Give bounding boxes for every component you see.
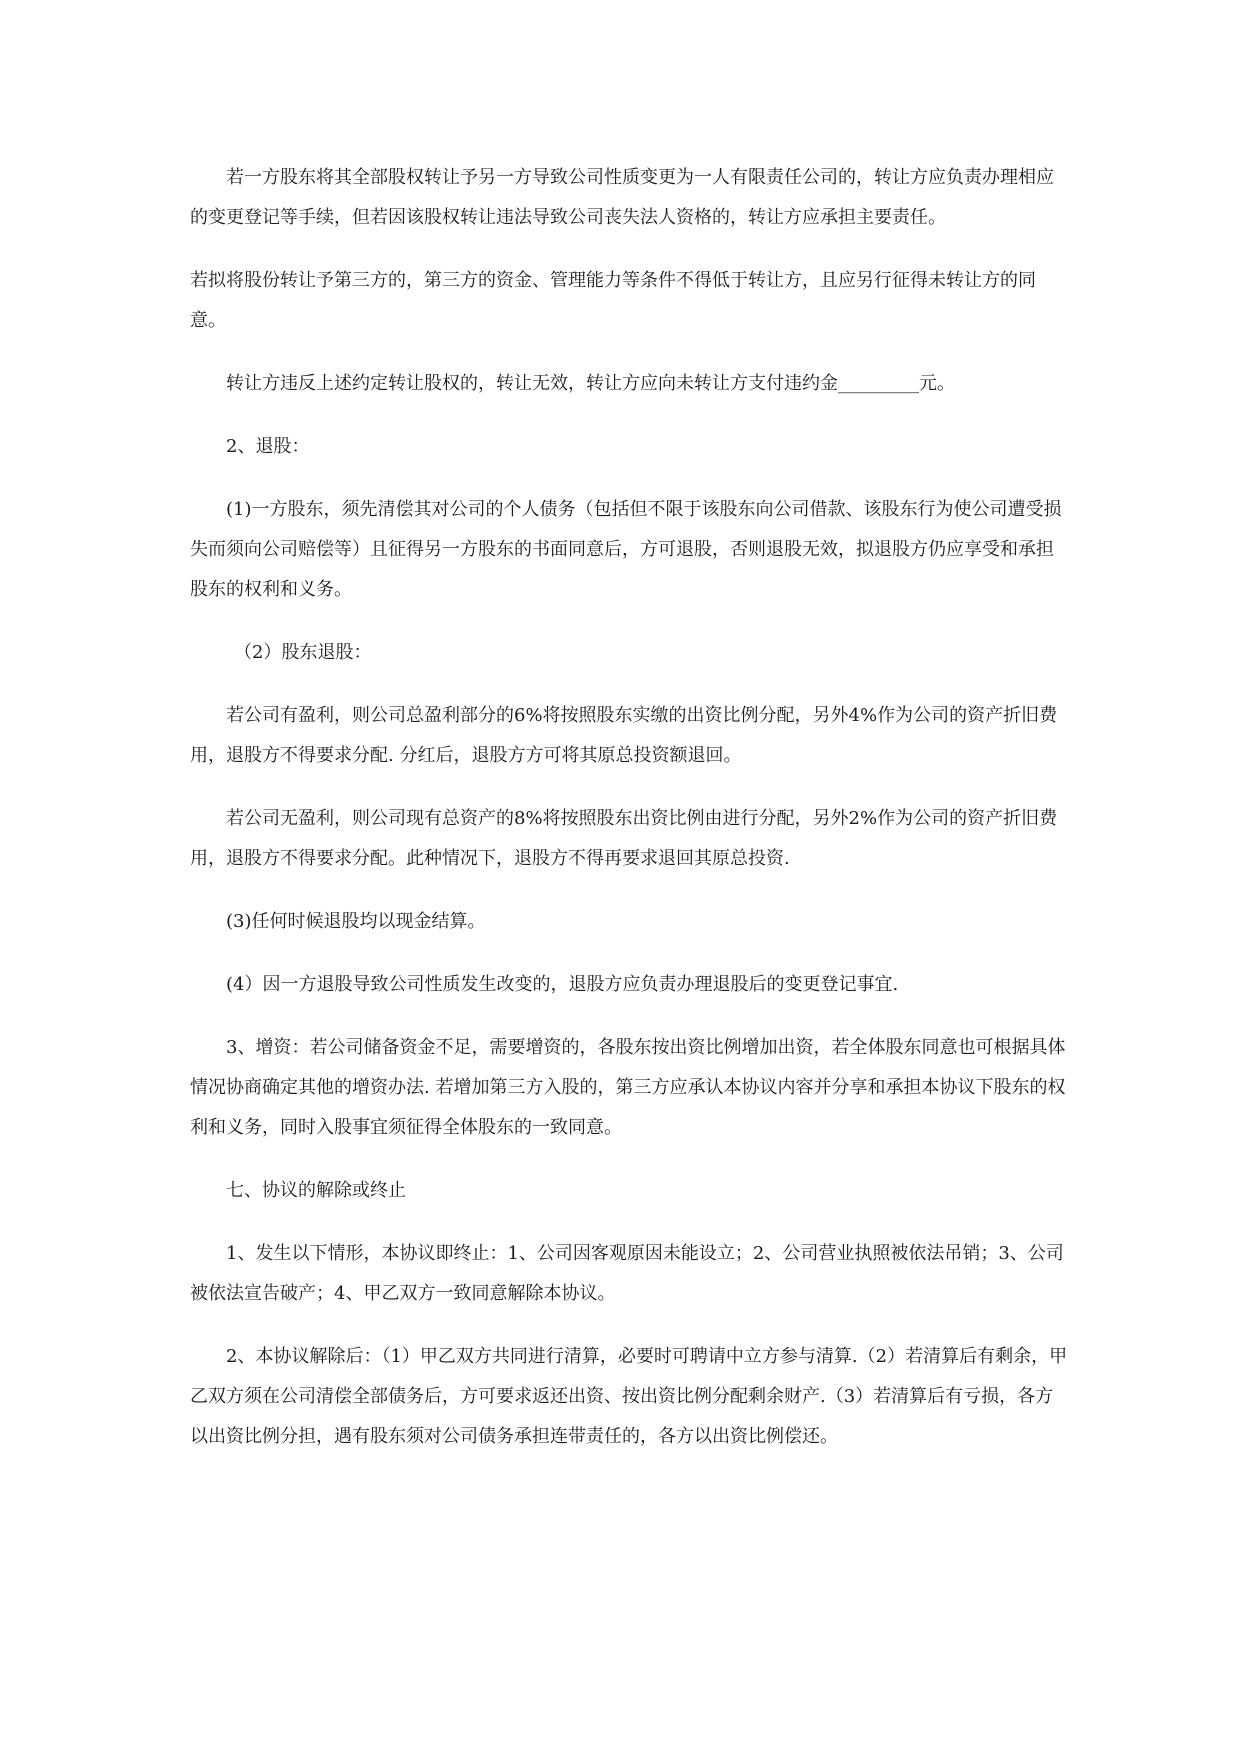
paragraph-withdrawal-clause-2-heading: （2）股东退股：	[234, 642, 372, 663]
paragraph-no-profit-case: 若公司无盈利，则公司现有总资产的8%将按照股东出资比例由进行分配，另外2%作为公司的资产折旧费用，退股方不得要求分配。此种情况下，退股方不得再要求退回其原总投资.	[190, 808, 1058, 869]
paragraph-transfer-penalty: 转让方违反上述约定转让股权的，转让无效，转让方应向未转让方支付违约金_________元。	[226, 373, 955, 394]
paragraph-termination-conditions: 1、发生以下情形，本协议即终止：1、公司因客观原因未能设立；2、公司营业执照被依法吊销；3、公司被依法宣告破产；4、甲乙双方一致同意解除本协议。	[190, 1243, 1064, 1304]
section-heading-termination: 七、协议的解除或终止	[226, 1180, 406, 1201]
section-heading-withdrawal: 2、退股：	[226, 436, 310, 457]
paragraph-withdrawal-clause-3: (3)任何时候退股均以现金结算。	[226, 911, 486, 932]
document-page	[190, 158, 1070, 1480]
paragraph-transfer-to-third-party: 若拟将股份转让予第三方的，第三方的资金、管理能力等条件不得低于转让方，且应另行征得未转让方的同意。	[190, 270, 1036, 331]
paragraph-profit-case: 若公司有盈利，则公司总盈利部分的6%将按照股东实缴的出资比例分配，另外4%作为公司的资产折旧费用，退股方不得要求分配. 分红后，退股方方可将其原总投资额退回。	[190, 705, 1058, 766]
paragraph-withdrawal-clause-1: (1)一方股东，须先清偿其对公司的个人债务（包括但不限于该股东向公司借款、该股东行为使公司遭受损失而须向公司赔偿等）且征得另一方股东的书面同意后，方可退股，否则退股无效，拟退股方仍应享受和承担股东的权利和义务。	[190, 499, 1062, 600]
paragraph-after-termination: 2、本协议解除后：（1）甲乙双方共同进行清算，必要时可聘请中立方参与清算.（2）若清算后有剩余，甲乙双方须在公司清偿全部债务后，方可要求返还出资、按出资比例分配剩余财产.（3）若清算后有亏损，各方以出资比例分担，遇有股东须对公司债务承担连带责任的，各方以出资比例偿还。	[190, 1346, 1068, 1447]
paragraph-capital-increase: 3、增资：若公司储备资金不足，需要增资的，各股东按出资比例增加出资，若全体股东同意也可根据具体情况协商确定其他的增资办法. 若增加第三方入股的，第三方应承认本协议内容并分享和承担本协议下股东的权利和义务，同时入股事宜须征得全体股东的一致同意。	[190, 1037, 1066, 1138]
paragraph-transfer-to-other-party: 若一方股东将其全部股权转让予另一方导致公司性质变更为一人有限责任公司的，转让方应负责办理相应的变更登记等手续，但若因该股权转让违法导致公司丧失法人资格的，转让方应承担主要责任。	[190, 167, 1054, 228]
paragraph-withdrawal-clause-4: (4）因一方退股导致公司性质发生改变的，退股方应负责办理退股后的变更登记事宜.	[226, 974, 899, 995]
